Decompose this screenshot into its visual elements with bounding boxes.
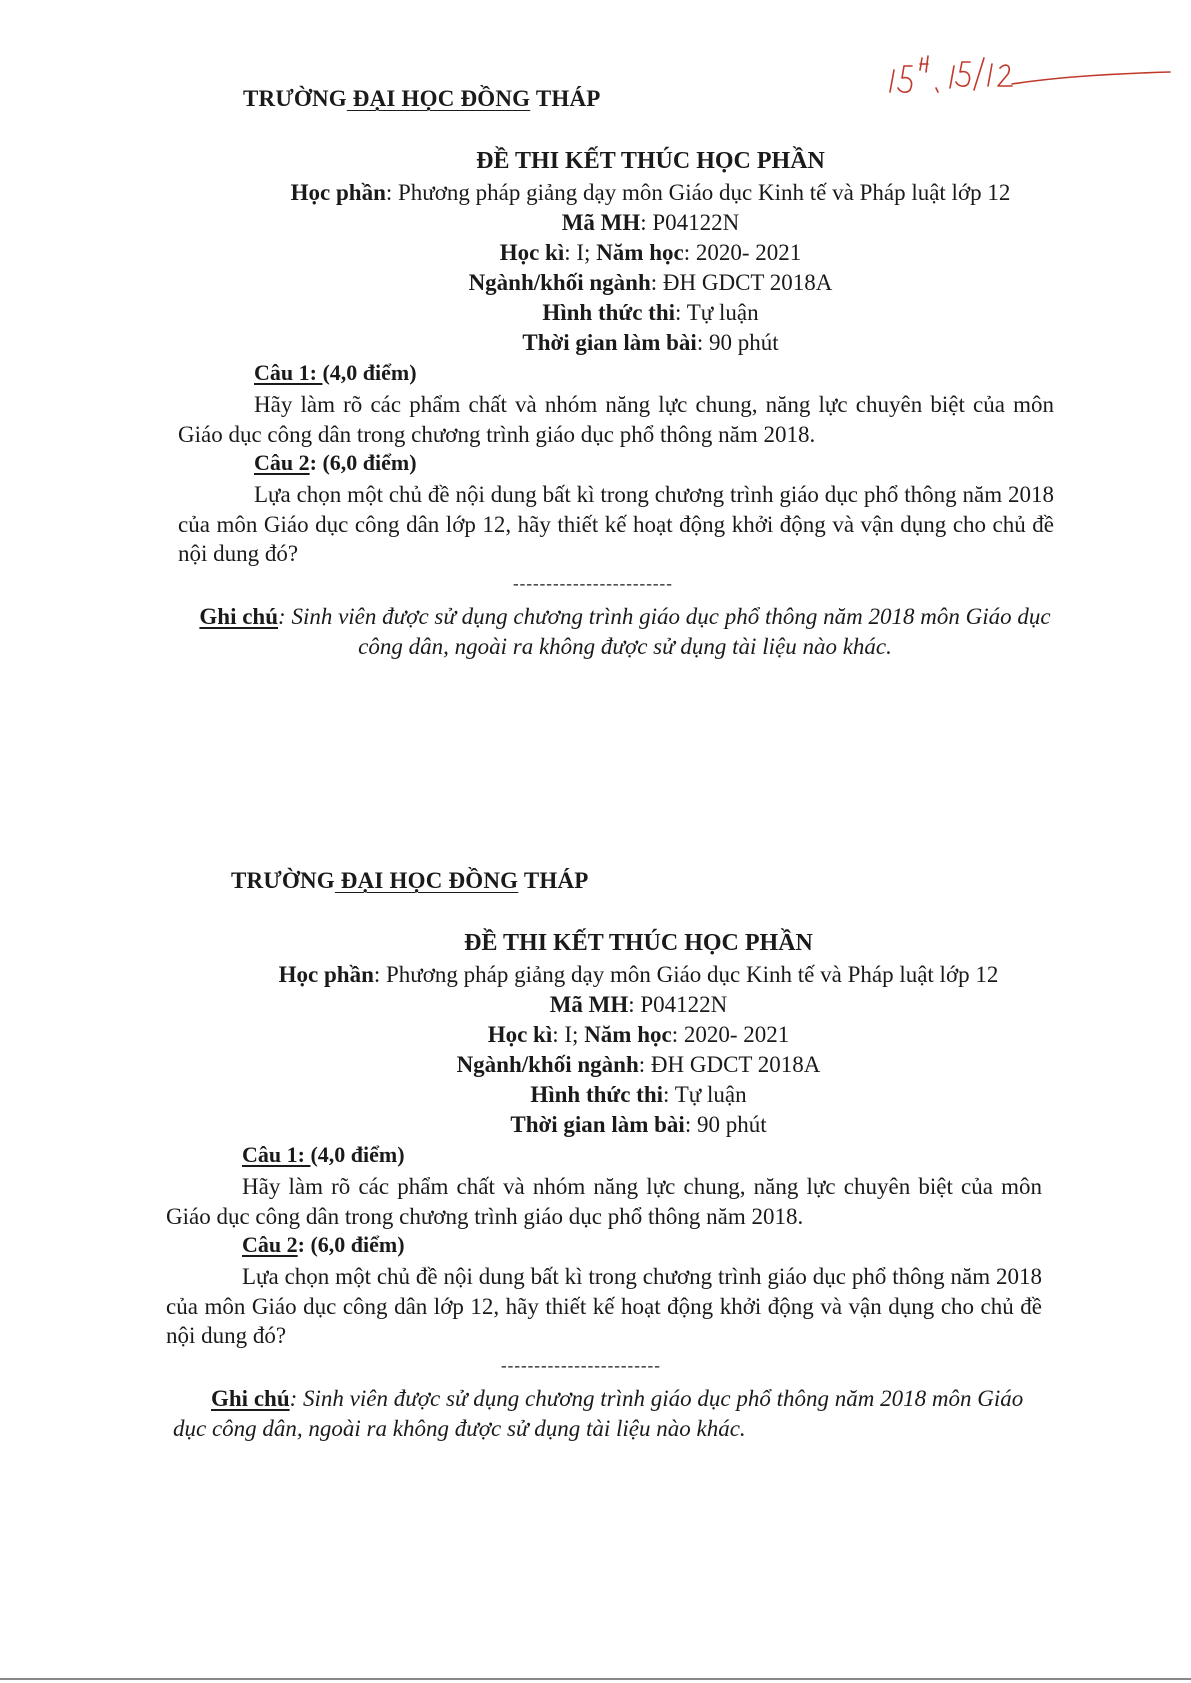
question-1-text: Hãy làm rõ các phẩm chất và nhóm năng lực chung, năng lực chuyên biệt của môn Giáo dục công dân trong chương trình giáo dục phổ thông năm 2018.	[166, 1174, 1042, 1229]
code-label: Mã MH	[549, 992, 629, 1017]
major-label: Ngành/khối ngành	[468, 270, 651, 295]
year-value: : 2020- 2021	[683, 240, 802, 265]
question-1-text: Hãy làm rõ các phẩm chất và nhóm năng lực chung, năng lực chuyên biệt của môn Giáo dục công dân trong chương trình giáo dục phổ thông năm 2018.	[178, 392, 1054, 447]
term-line	[55, 240, 1191, 266]
note-text: : Sinh viên được sử dụng chương trình giáo dục phổ thông năm 2018 môn Giáo dục công dân, ngoài ra không được sử dụng tài liệu nào khác.	[173, 1386, 1024, 1441]
time-line	[55, 330, 1191, 356]
school-name	[231, 868, 589, 894]
form-label: Hình thức thi	[542, 300, 676, 325]
question-2-text: Lựa chọn một chủ đề nội dung bất kì trong chương trình giáo dục phổ thông năm 2018 của môn Giáo dục công dân lớp 12, hãy thiết kế hoạt động khởi động và vận dụng cho chủ đề nội dung đó?	[166, 1264, 1042, 1348]
question-1-label: Câu 1:	[242, 1142, 311, 1167]
school-prefix: TRƯỜNG	[243, 86, 347, 111]
time-label: Thời gian làm bài	[522, 330, 697, 355]
year-label: Năm học	[596, 240, 684, 265]
question-1-heading	[254, 360, 417, 386]
form-label: Hình thức thi	[530, 1082, 664, 1107]
time-label: Thời gian làm bài	[510, 1112, 685, 1137]
term-label: Học kì	[487, 1022, 553, 1047]
term-line	[43, 1022, 1191, 1048]
exam-title: ĐỀ THI KẾT THÚC HỌC PHẦN	[476, 148, 825, 174]
major-value: : ĐH GDCT 2018A	[650, 270, 833, 295]
question-1-label: Câu 1:	[254, 360, 323, 385]
exam-title: ĐỀ THI KẾT THÚC HỌC PHẦN	[464, 930, 813, 956]
school-name	[243, 86, 601, 112]
question-1-heading	[242, 1142, 405, 1168]
course-line	[43, 962, 1191, 988]
major-label: Ngành/khối ngành	[456, 1052, 639, 1077]
question-2-text: Lựa chọn một chủ đề nội dung bất kì trong chương trình giáo dục phổ thông năm 2018 của môn Giáo dục công dân lớp 12, hãy thiết kế hoạt động khởi động và vận dụng cho chủ đề nội dung đó?	[178, 482, 1054, 566]
term-value: : I;	[564, 240, 597, 265]
question-2-points: : (6,0 điểm)	[309, 450, 417, 475]
time-value: : 90 phút	[696, 330, 779, 355]
question-2-label: Câu 2	[242, 1232, 298, 1257]
note-label: Ghi chú	[199, 604, 279, 629]
year-label: Năm học	[584, 1022, 672, 1047]
course-label: Học phần	[278, 962, 374, 987]
course-value: : Phương pháp giảng dạy môn Giáo dục Kinh tế và Pháp luật lớp 12	[373, 962, 999, 987]
question-2-heading	[242, 1232, 405, 1258]
code-line	[43, 992, 1191, 1018]
school-underlined: ĐẠI HỌC ĐỒNG	[334, 868, 519, 893]
term-label: Học kì	[499, 240, 565, 265]
note	[173, 1384, 1053, 1444]
time-line	[43, 1112, 1191, 1138]
form-value: : Tự luận	[663, 1082, 747, 1107]
code-value: : P04122N	[628, 992, 728, 1017]
major-line	[43, 1052, 1191, 1078]
page-bottom-edge	[0, 1678, 1191, 1680]
code-line	[55, 210, 1191, 236]
course-value: : Phương pháp giảng dạy môn Giáo dục Kinh tế và Pháp luật lớp 12	[385, 180, 1011, 205]
school-prefix: TRƯỜNG	[231, 868, 335, 893]
note	[185, 602, 1065, 662]
code-label: Mã MH	[561, 210, 641, 235]
exam-sheet-2	[0, 782, 1179, 1482]
separator-line: ------------------------	[513, 574, 673, 593]
note-text: : Sinh viên được sử dụng chương trình giáo dục phổ thông năm 2018 môn Giáo dục công dân, ngoài ra không được sử dụng tài liệu nào khác.	[278, 604, 1051, 659]
question-2-label: Câu 2	[254, 450, 310, 475]
term-value: : I;	[552, 1022, 585, 1047]
school-suffix: THÁP	[530, 86, 601, 111]
year-value: : 2020- 2021	[671, 1022, 790, 1047]
school-underlined: ĐẠI HỌC ĐỒNG	[346, 86, 531, 111]
course-label: Học phần	[290, 180, 386, 205]
time-value: : 90 phút	[684, 1112, 767, 1137]
exam-sheet-1	[0, 0, 1191, 700]
separator-line: ------------------------	[501, 1356, 661, 1375]
form-line	[55, 300, 1191, 326]
major-value: : ĐH GDCT 2018A	[638, 1052, 821, 1077]
question-2-points: : (6,0 điểm)	[297, 1232, 405, 1257]
note-label: Ghi chú	[211, 1386, 290, 1411]
question-1-points: (4,0 điểm)	[322, 360, 417, 385]
code-value: : P04122N	[640, 210, 740, 235]
major-line	[55, 270, 1191, 296]
question-1-points: (4,0 điểm)	[310, 1142, 405, 1167]
form-value: : Tự luận	[675, 300, 759, 325]
question-2-heading	[254, 450, 417, 476]
course-line	[55, 180, 1191, 206]
school-suffix: THÁP	[518, 868, 589, 893]
form-line	[43, 1082, 1191, 1108]
